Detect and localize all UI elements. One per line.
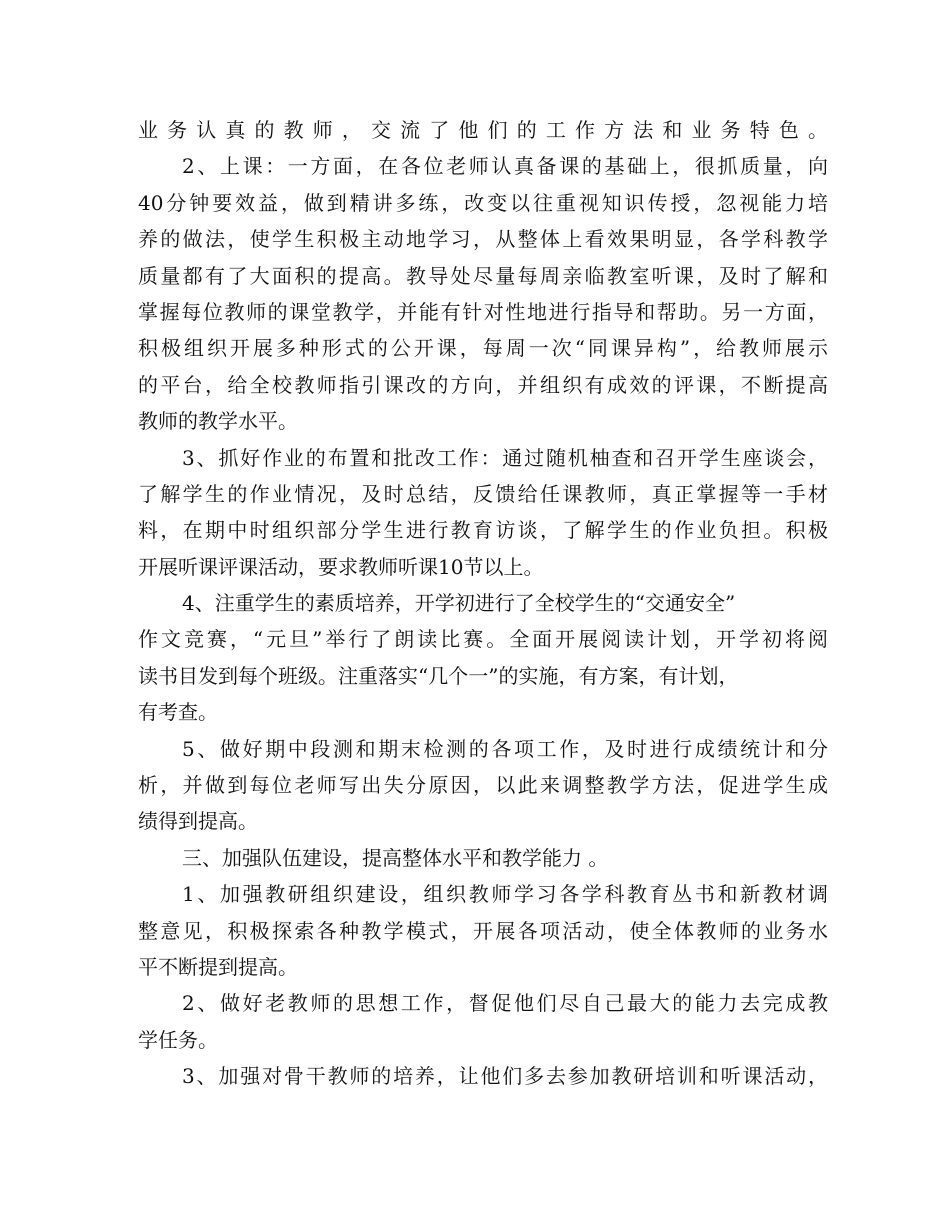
text-line: 的平台，给全校教师指引课改的方向，并组织有成效的评课，不断提高 <box>138 372 828 397</box>
text-line: 业务认真的教师，交流了他们的工作方法和业务特色。 <box>138 118 828 142</box>
text-line: 掌握每位教师的课堂教学，并能有针对性地进行指导和帮助。另一方面， <box>138 299 828 324</box>
text-line: 开展听课评课活动，要求教师听课10节以上。 <box>138 554 544 579</box>
text-line: 平不断提到提高。 <box>138 954 298 979</box>
text-line: 4、注重学生的素质培养，开学初进行了全校学生的“交通安全” <box>182 591 736 616</box>
text-line: 3、抓好作业的布置和批改工作：通过随机柚查和召开学生座谈会， <box>182 445 828 470</box>
text-line: 了解学生的作业情况，及时总结，反馈给任课教师，真正掌握等一手材 <box>138 481 828 506</box>
text-line: 料，在期中时组织部分学生进行教育访谈，了解学生的作业负担。积极 <box>138 518 828 543</box>
text-line: 40分钟要效益，做到精讲多练，改变以往重视知识传授，忽视能力培 <box>138 190 828 215</box>
text-line: 析，并做到每位老师写出失分原因，以此来调整教学方法，促进学生成 <box>138 773 828 798</box>
text-line: 读书目发到每个班级。注重落实“几个一”的实施，有方案，有计划， <box>138 663 739 688</box>
text-line: 作文竞赛，“元旦”举行了朗读比赛。全面开展阅读计划，开学初将阅 <box>138 627 828 652</box>
text-line: 1、加强教研组织建设，组织教师学习各学科教育丛书和新教材调 <box>182 882 828 907</box>
text-line: 学任务。 <box>138 1027 218 1052</box>
text-line: 2、做好老教师的思想工作，督促他们尽自己最大的能力去完成教 <box>182 991 828 1016</box>
section-heading: 三、加强队伍建设，提高整体水平和教学能力 。 <box>182 845 609 870</box>
document-body <box>138 112 828 1095</box>
text-line: 有考查。 <box>138 700 218 725</box>
text-line: 5、做好期中段测和期末检测的各项工作，及时进行成绩统计和分 <box>182 736 828 761</box>
text-line: 整意见，积极探索各种教学模式，开展各项活动，使全体教师的业务水 <box>138 918 828 943</box>
text-line: 积极组织开展多种形式的公开课，每周一次“同课异构”，给教师展示 <box>138 336 828 361</box>
text-line: 3、加强对骨干教师的培养，让他们多去参加教研培训和听课活动， <box>182 1064 828 1089</box>
text-line: 养的做法，使学生积极主动地学习，从整体上看效果明显，各学科教学 <box>138 227 828 252</box>
text-line: 质量都有了大面积的提高。教导处尽量每周亲临教室听课，及时了解和 <box>138 263 828 288</box>
text-line: 教师的教学水平。 <box>138 409 298 434</box>
text-line: 绩得到提高。 <box>138 809 258 834</box>
text-line: 2、上课：一方面，在各位老师认真备课的基础上，很抓质量，向 <box>182 154 828 179</box>
